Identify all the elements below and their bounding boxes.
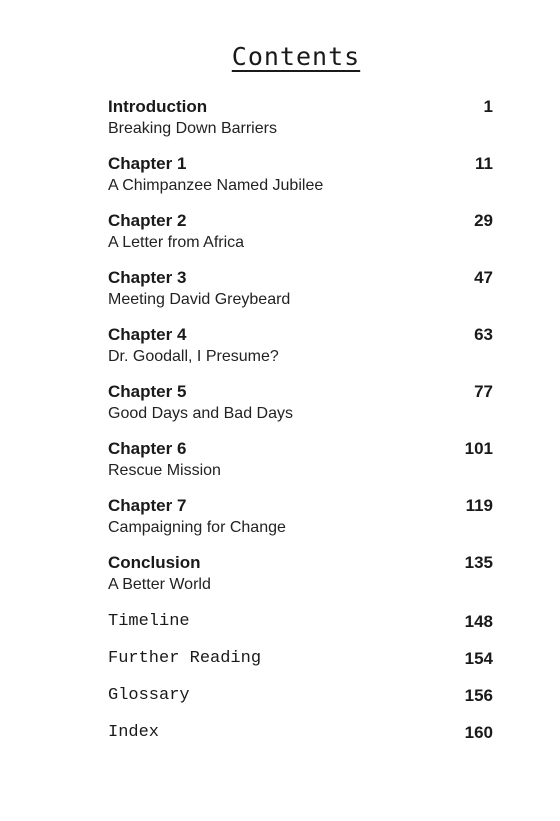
toc-entry-page-number: 1 <box>483 97 493 116</box>
toc-entry-chapter-2[interactable] <box>108 210 493 267</box>
toc-entry-label: Chapter 5 <box>108 382 187 401</box>
toc-entry-page-number: 11 <box>475 154 493 173</box>
toc-entry-page-number: 119 <box>465 496 493 515</box>
toc-entry-further-reading[interactable] <box>108 648 493 685</box>
toc-entry-subtitle: A Chimpanzee Named Jubilee <box>108 177 324 194</box>
toc-entry-subtitle: A Letter from Africa <box>108 234 245 251</box>
toc-entry-page-number: 148 <box>464 612 493 631</box>
toc-entry-chapter-6[interactable] <box>108 438 493 495</box>
toc-entry-label: Chapter 2 <box>108 211 187 230</box>
toc-entry-page-number: 101 <box>464 439 493 458</box>
toc-entry-subtitle: Breaking Down Barriers <box>108 120 277 137</box>
toc-entry-page-number: 156 <box>464 686 493 705</box>
toc-entry-label: Timeline <box>108 612 190 631</box>
toc-entry-introduction[interactable] <box>108 96 493 153</box>
toc-entry-subtitle: Rescue Mission <box>108 462 221 479</box>
backmatter-list <box>108 611 493 759</box>
toc-entry-index[interactable] <box>108 722 493 759</box>
toc-entry-label: Index <box>108 723 160 742</box>
toc-entry-page-number: 29 <box>474 211 493 230</box>
toc-entry-subtitle: Meeting David Greybeard <box>108 291 291 308</box>
toc-entry-page-number: 160 <box>464 723 493 742</box>
toc-entry-label: Introduction <box>108 97 208 116</box>
toc-entry-label: Chapter 7 <box>108 496 187 515</box>
toc-entry-subtitle: A Better World <box>108 576 211 593</box>
toc-entry-page-number: 77 <box>474 382 493 401</box>
toc-entry-subtitle: Good Days and Bad Days <box>108 405 293 422</box>
chapter-list <box>108 96 493 609</box>
toc-entry-subtitle: Campaigning for Change <box>108 519 286 536</box>
toc-entry-chapter-7[interactable] <box>108 495 493 552</box>
toc-entry-page-number: 135 <box>464 553 493 572</box>
toc-entry-subtitle: Dr. Goodall, I Presume? <box>108 348 279 365</box>
page-title: Contents <box>231 42 361 71</box>
toc-entry-chapter-1[interactable] <box>108 153 493 210</box>
toc-entry-chapter-4[interactable] <box>108 324 493 381</box>
toc-entry-conclusion[interactable] <box>108 552 493 609</box>
toc-entry-label: Chapter 1 <box>108 154 187 173</box>
toc-entry-glossary[interactable] <box>108 685 493 722</box>
toc-entry-chapter-3[interactable] <box>108 267 493 324</box>
toc-entry-label: Chapter 4 <box>108 325 187 344</box>
toc-entry-label: Chapter 6 <box>108 439 187 458</box>
toc-entry-label: Chapter 3 <box>108 268 187 287</box>
toc-entry-label: Further Reading <box>108 649 262 668</box>
toc-entry-label: Conclusion <box>108 553 201 572</box>
toc-entry-page-number: 154 <box>464 649 493 668</box>
toc-entry-chapter-5[interactable] <box>108 381 493 438</box>
toc-entry-page-number: 47 <box>474 268 493 287</box>
toc-entry-label: Glossary <box>108 686 190 705</box>
toc-entry-page-number: 63 <box>474 325 493 344</box>
toc-entry-timeline[interactable] <box>108 611 493 648</box>
